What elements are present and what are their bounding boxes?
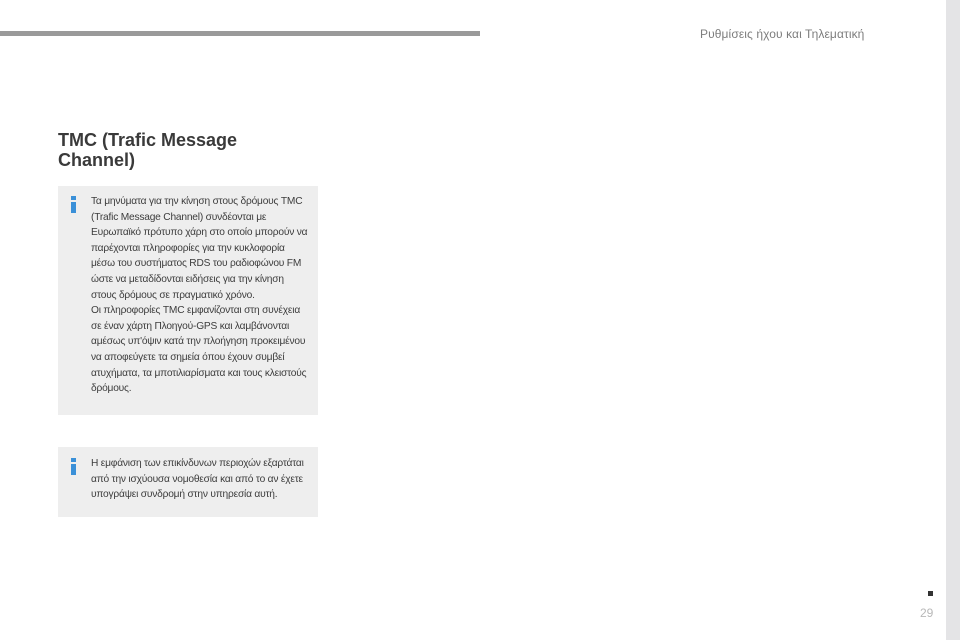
section-title <box>58 130 318 170</box>
section-title-line2: Channel) <box>58 150 136 170</box>
page-marker <box>928 591 933 596</box>
side-strip <box>946 0 960 640</box>
chapter-title: Ρυθμίσεις ήχου και Τηλεματική <box>700 27 865 41</box>
section-title-line1: TMC (Trafic Message <box>58 130 238 150</box>
info-box-danger-zones <box>58 447 318 517</box>
info-paragraph: Η εμφάνιση των επικίνδυνων περιοχών εξαρτάται από την ισχύουσα νομοθεσία και από το αν έχετε υπογράψει συνδρομή στην υπηρεσία αυτή. <box>91 458 304 501</box>
info-icon <box>71 196 76 213</box>
header-rule <box>0 31 480 36</box>
info-box-tmc <box>58 186 318 415</box>
info-icon <box>71 458 76 475</box>
info-text <box>91 456 310 503</box>
page-number: 29 <box>920 606 934 620</box>
info-paragraph: Τα μηνύματα για την κίνηση στους δρόμους TMC (Trafic Message Channel) συνδέονται με Ευρωπαϊκό πρότυπο χάρη στο οποίο μπορούν να παρέχονται πληροφορίες για την κυκλοφορία μέσω του συστήματος RDS του ραδιοφώνου FM ώστε να μεταδίδονται ειδήσεις για την κίνηση στους δρόμους σε πραγματικό χρόνο. <box>91 196 308 301</box>
info-paragraph: Οι πληροφορίες TMC εμφανίζονται στη συνέχεια σε έναν χάρτη Πλοηγού-GPS και λαμβάνονται αμέσως υπ'όψιν κατά την πλοήγηση προκειμένου να αποφεύγετε τα σημεία όπου έχουν συμβεί ατυχήματα, τα μποτιλιαρίσματα και τους κλειστούς δρόμους. <box>91 305 307 395</box>
info-text <box>91 194 310 397</box>
